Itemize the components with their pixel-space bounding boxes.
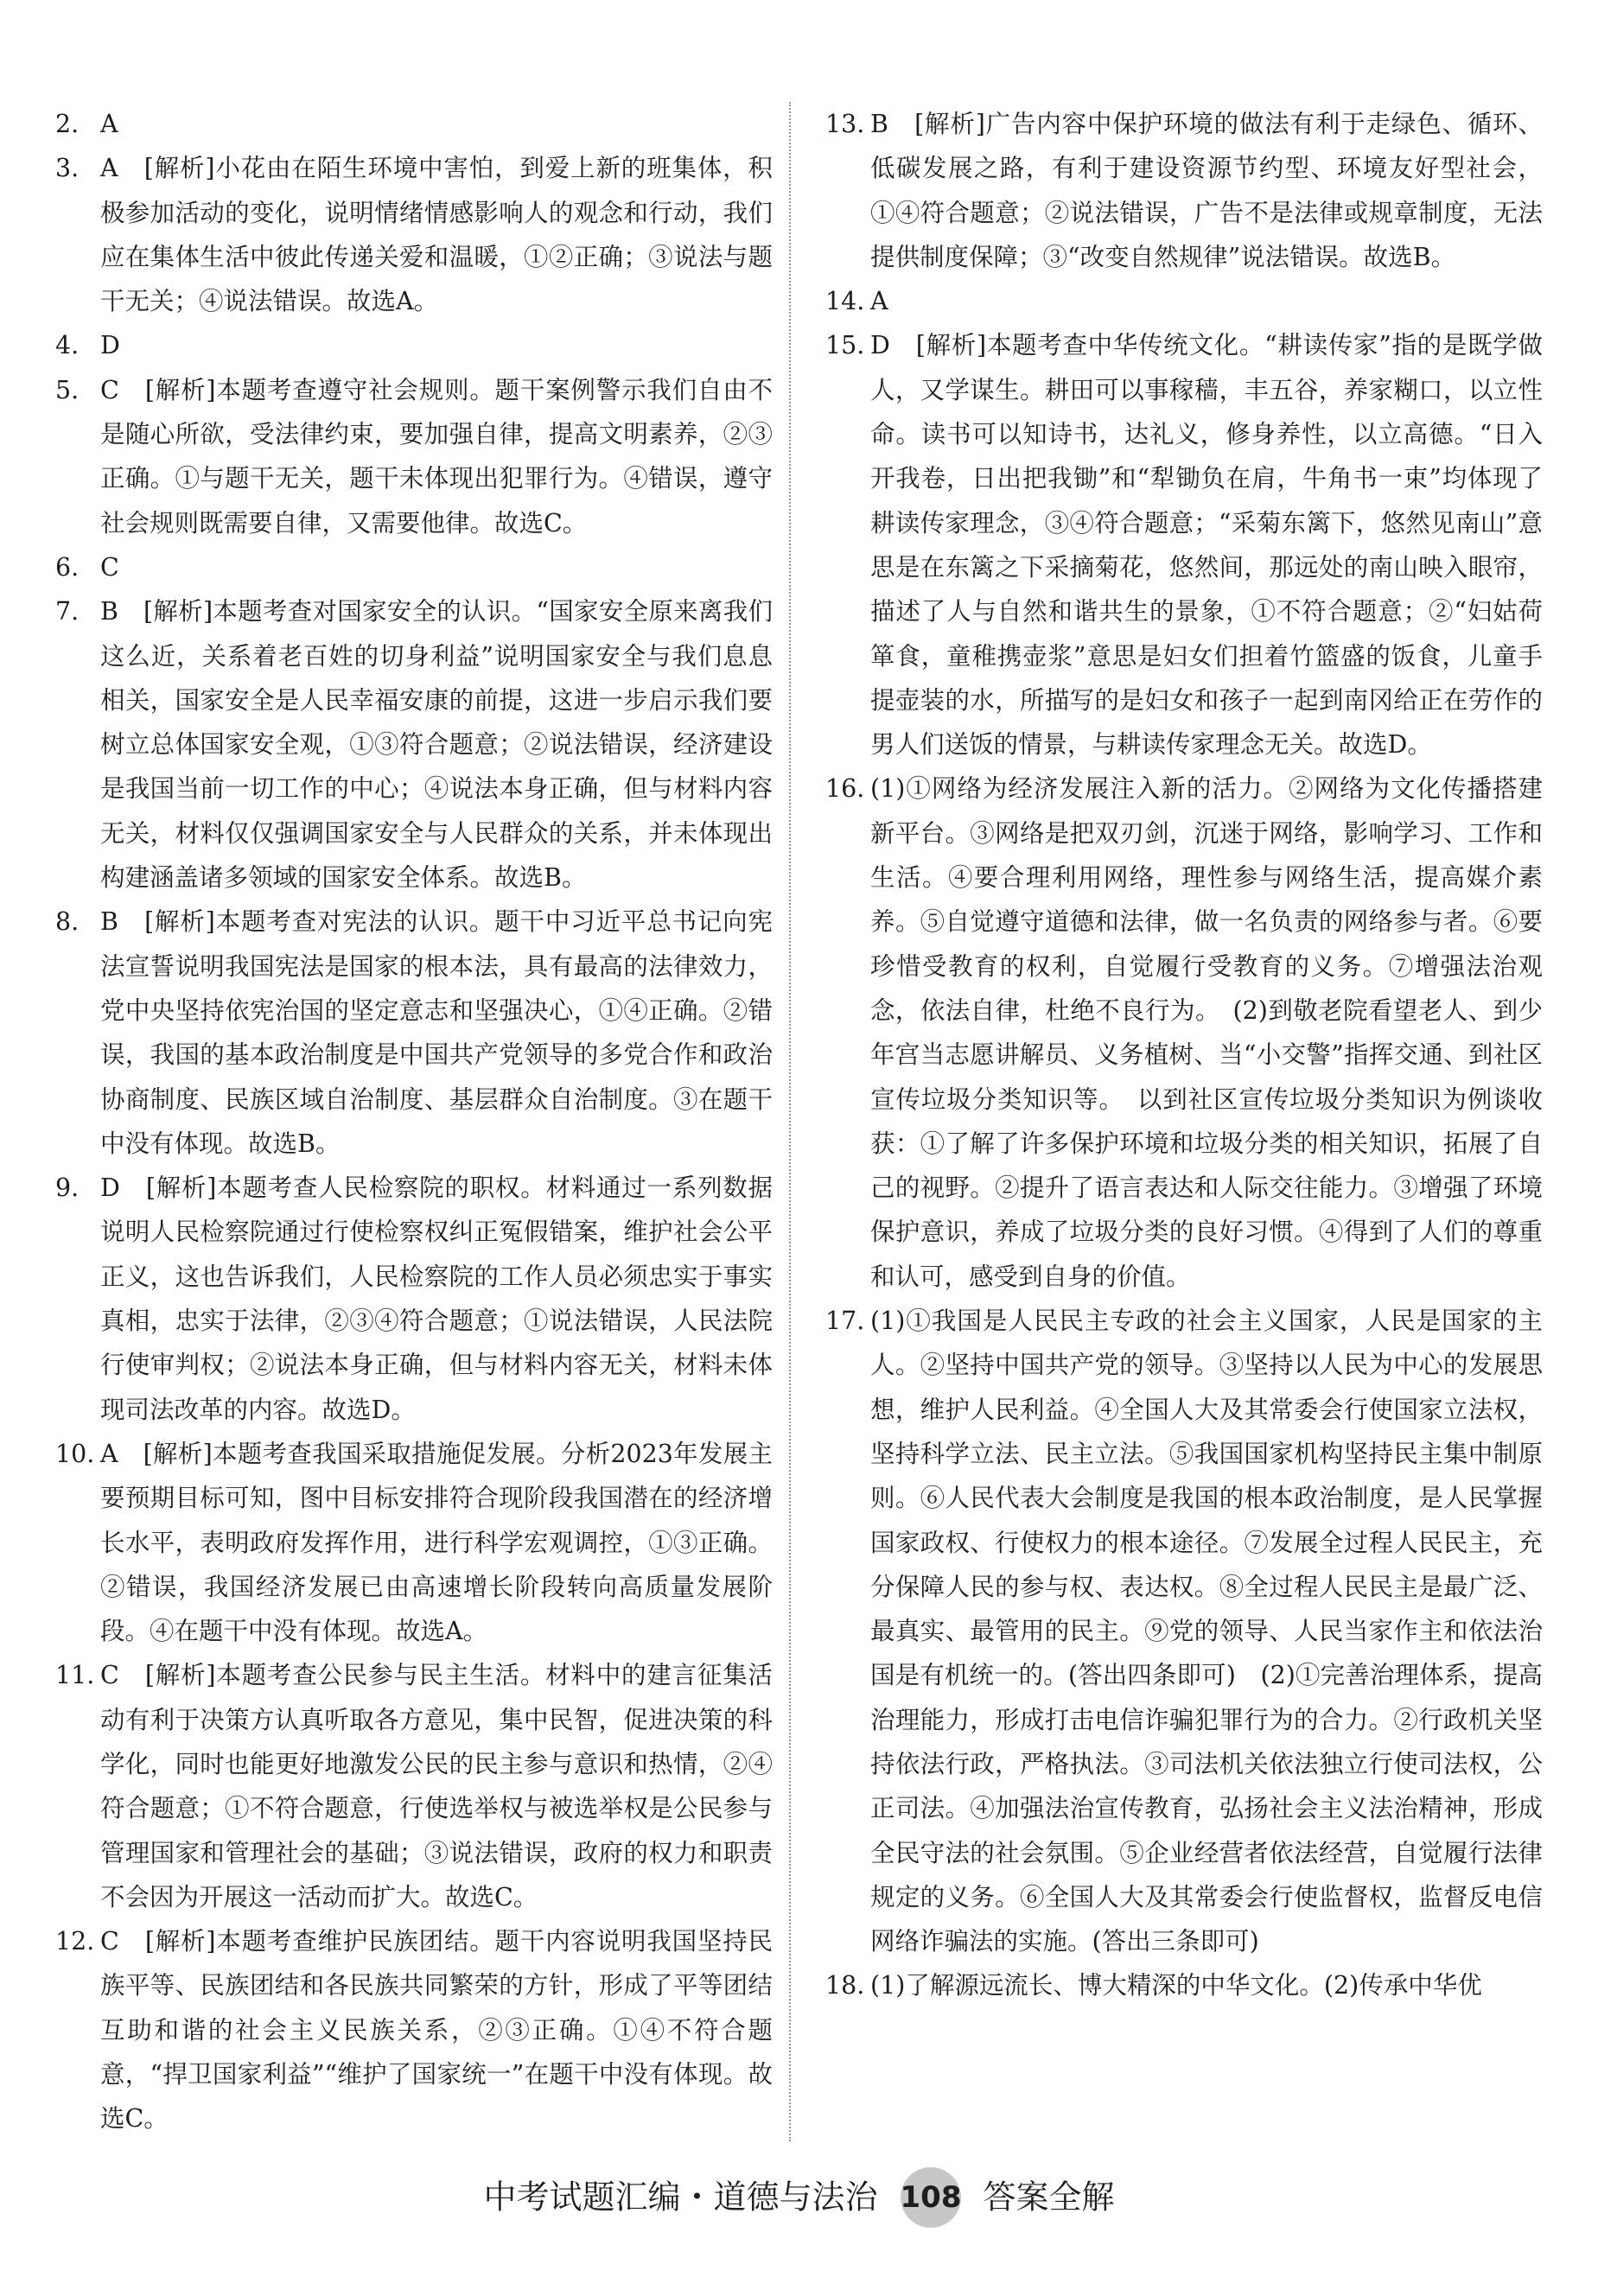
answer-item-4 [55,323,773,367]
item-text: A [870,287,888,316]
item-text: A [100,110,118,138]
answer-item-14 [825,279,1543,323]
item-number: 13. [825,110,865,138]
item-text: D [解析]本题考查中华传统文化。“耕读传家”指的是既学做人，又学谋生。耕田可以事稼穑，丰五谷，养家糊口，以立性命。读书可以知诗书，达礼义，修身养性，以立高德。“日入开我卷，日出把我锄”和“犁锄负在肩，牛角书一束”均体现了耕读传家理念，③④符合题意；“采菊东篱下，悠然见南山”意思是在东篱之下采摘菊花，悠然间，那远处的南山映入眼帘，描述了人与自然和谐共生的景象，①不符合题意；②“妇姑荷箪食，童稚携壶浆”意思是妇女们担着竹篮盛的饭食，儿童手提壶装的水，所描写的是妇女和孩子一起到南冈给正在劳作的男人们送饭的情景，与耕读传家理念无关。故选D。 [870,331,1543,760]
answer-item-3 [55,146,773,323]
item-number: 10. [55,1439,95,1468]
item-text: (1)①网络为经济发展注入新的活力。②网络为文化传播搭建新平台。③网络是把双刃剑，沉迷于网络，影响学习、工作和生活。④要合理利用网络，理性参与网络生活，提高媒介素养。⑤自觉遵守道德和法律，做一名负责的网络参与者。⑥要珍惜受教育的权利，自觉履行受教育的义务。⑦增强法治观念，依法自律，杜绝不良行为。 (2)到敬老院看望老人、到少年宫当志愿讲解员、义务植树、当“小交警”指挥交通、到社区宣传垃圾分类知识等。 以到社区宣传垃圾分类知识为例谈收获：①了解了许多保护环境和垃圾分类的相关知识，拓展了自己的视野。②提升了语言表达和人际交往能力。③增强了环境保护意识，养成了垃圾分类的良好习惯。④得到了人们的尊重和认可，感受到自身的价值。 [870,774,1543,1291]
answer-item-9 [55,1166,773,1432]
answer-item-8 [55,900,773,1166]
answer-item-12 [55,1919,773,2140]
footer-section-title: 答案全解 [983,2178,1115,2216]
item-text: C [解析]本题考查公民参与民主生活。材料中的建言征集活动有利于决策方认真听取各方意见，集中民智，促进决策的科学化，同时也能更好地激发公民的民主参与意识和热情，②④符合题意；①不符合题意，行使选举权与被选举权是公民参与管理国家和管理社会的基础；③说法错误，政府的权力和职责不会因为开展这一活动而扩大。故选C。 [100,1661,773,1911]
item-number: 3. [55,154,80,183]
item-text: D [解析]本题考查人民检察院的职权。材料通过一系列数据说明人民检察院通过行使检察权纠正冤假错案，维护社会公平正义，这也告诉我们，人民检察院的工作人员必须忠实于事实真相，忠实于法律，②③④符合题意；①说法错误，人民法院行使审判权；②说法本身正确，但与材料内容无关，材料未体现司法改革的内容。故选D。 [100,1173,773,1424]
item-number: 17. [825,1307,865,1336]
item-text: B [解析]本题考查对国家安全的认识。“国家安全原来离我们这么近，关系着老百姓的切身利益”说明国家安全与我们息息相关，国家安全是人民幸福安康的前提，这进一步启示我们要树立总体国家安全观，①③符合题意；②说法错误，经济建设是我国当前一切工作的中心；④说法本身正确，但与材料内容无关，材料仅仅强调国家安全与人民群众的关系，并未体现出构建涵盖诸多领域的国家安全体系。故选B。 [100,597,773,893]
item-text: A [解析]小花由在陌生环境中害怕，到爱上新的班集体，积极参加活动的变化，说明情绪情感影响人的观念和行动，我们应在集体生活中彼此传递关爱和温暖，①②正确；③说法与题干无关；④说法错误。故选A。 [100,154,773,316]
answer-item-10 [55,1432,773,1653]
item-number: 14. [825,287,865,316]
item-text: (1)了解源远流长、博大精深的中华文化。(2)传承中华优 [870,1971,1482,2000]
item-number: 2. [55,110,80,138]
item-number: 5. [55,375,80,404]
answer-item-5 [55,368,773,545]
item-number: 7. [55,597,80,626]
item-text: A [解析]本题考查我国采取措施促发展。分析2023年发展主要预期目标可知，图中目标安排符合现阶段我国潜在的经济增长水平，表明政府发挥作用，进行科学宏观调控，①③正确。②错误，我国经济发展已由高速增长阶段转向高质量发展阶段。④在题干中没有体现。故选A。 [100,1439,773,1646]
page-number: 108 [901,2167,961,2228]
answer-item-15 [825,323,1543,766]
item-number: 8. [55,907,80,937]
item-number: 4. [55,331,80,360]
item-text: C [解析]本题考查遵守社会规则。题干案例警示我们自由不是随心所欲，受法律约束，要加强自律，提高文明素养，②③正确。①与题干无关，题干未体现出犯罪行为。④错误，遵守社会规则既需要自律，又需要他律。故选C。 [100,375,773,537]
right-column [825,102,1543,2008]
item-text: (1)①我国是人民民主专政的社会主义国家，人民是国家的主人。②坚持中国共产党的领导。③坚持以人民为中心的发展思想，维护人民利益。④全国人大及其常委会行使国家立法权，坚持科学立法、民主立法。⑤我国国家机构坚持民主集中制原则。⑥人民代表大会制度是我国的根本政治制度，是人民掌握国家政权、行使权力的根本途径。⑦发展全过程人民民主，充分保障人民的参与权、表达权。⑧全过程人民民主是最广泛、最真实、最管用的民主。⑨党的领导、人民当家作主和依法治国是有机统一的。(答出四条即可) (2)①完善治理体系，提高治理能力，形成打击电信诈骗犯罪行为的合力。②行政机关坚持依法行政，严格执法。③司法机关依法独立行使司法权，公正司法。④加强法治宣传教育，弘扬社会主义法治精神，形成全民守法的社会氛围。⑤企业经营者依法经营，自觉履行法律规定的义务。⑥全国人大及其常委会行使监督权，监督反电信网络诈骗法的实施。(答出三条即可) [870,1307,1543,1956]
item-number: 11. [55,1661,95,1690]
item-text: B [解析]本题考查对宪法的认识。题干中习近平总书记向宪法宣誓说明我国宪法是国家的根本法，具有最高的法律效力，党中央坚持依宪治国的坚定意志和坚强决心，①④正确。②错误，我国的基本政治制度是中国共产党领导的多党合作和政治协商制度、民族区域自治制度、基层群众自治制度。③在题干中没有体现。故选B。 [100,907,773,1158]
answer-item-7 [55,589,773,900]
answer-item-6 [55,545,773,589]
page-footer [0,2160,1598,2229]
item-number: 12. [55,1927,95,1956]
column-divider [789,102,791,2141]
left-column [55,102,773,2141]
answer-item-18 [825,1963,1543,2007]
answer-item-2 [55,102,773,146]
item-number: 6. [55,552,80,582]
answer-item-13 [825,102,1543,279]
item-number: 18. [825,1971,865,2000]
item-number: 16. [825,774,865,804]
item-text: B [解析]广告内容中保护环境的做法有利于走绿色、循环、低碳发展之路，有利于建设资源节约型、环境友好型社会，①④符合题意；②说法错误，广告不是法律或规章制度，无法提供制度保障；③“改变自然规律”说法错误。故选B。 [870,110,1543,271]
item-number: 9. [55,1173,80,1203]
item-number: 15. [825,331,865,360]
footer-book-title: 中考试题汇编・道德与法治 [483,2178,878,2216]
answer-item-17 [825,1299,1543,1963]
answer-item-11 [55,1653,773,1919]
answer-item-16 [825,766,1543,1299]
item-text: C [解析]本题考查维护民族团结。题干内容说明我国坚持民族平等、民族团结和各民族共同繁荣的方针，形成了平等团结互助和谐的社会主义民族关系，②③正确。①④不符合题意，“捍卫国家利益”“维护了国家统一”在题干中没有体现。故选C。 [100,1927,773,2134]
item-text: D [100,331,120,360]
item-text: C [100,552,119,582]
